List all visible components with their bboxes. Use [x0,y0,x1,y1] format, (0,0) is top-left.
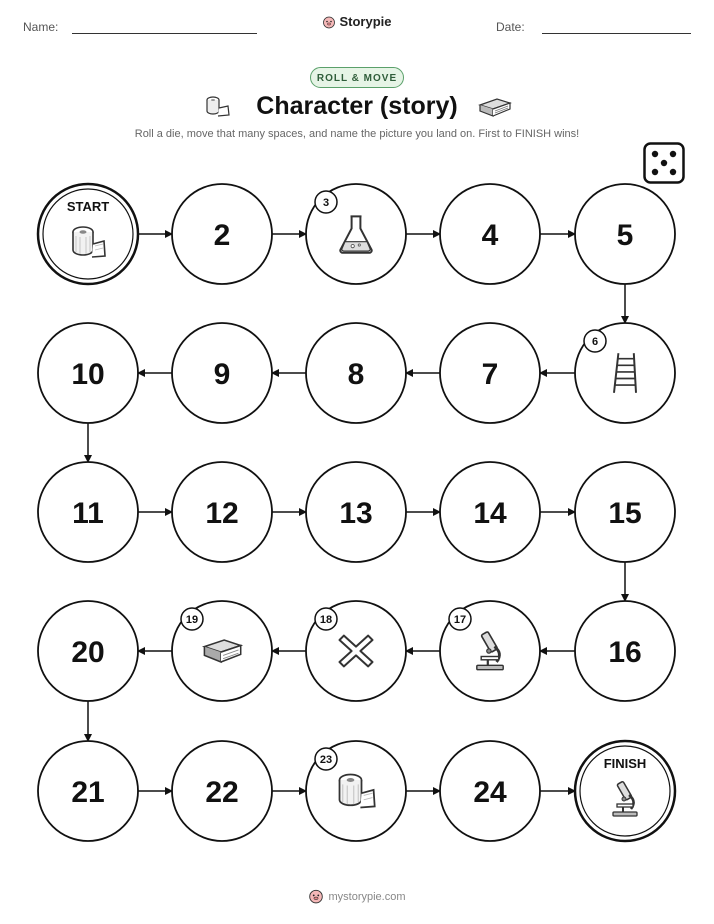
space-number: 16 [608,636,642,669]
board-space-4[interactable] [440,184,540,284]
space-number: 8 [347,358,365,391]
brand-name: Storypie [339,14,392,29]
space-number: 22 [205,776,239,809]
space-number: 2 [213,219,231,252]
board-space-6[interactable] [575,323,675,423]
board-space-7[interactable] [440,323,540,423]
board-space-17[interactable] [440,601,540,701]
instructions: Roll a die, move that many spaces, and name the picture you land on. First to FINISH wins! [134,128,580,140]
board-space-11[interactable] [38,462,138,562]
board-space-finish[interactable] [575,741,675,841]
space-number: 18 [319,614,333,626]
board-space-13[interactable] [306,462,406,562]
board-space-15[interactable] [575,462,675,562]
board-space-21[interactable] [38,741,138,841]
space-number: 3 [322,197,330,209]
space-number: 23 [319,754,333,766]
board-space-23[interactable] [306,741,406,841]
space-label: START [66,199,110,214]
space-number: 11 [72,497,104,530]
space-number: 17 [453,614,467,626]
space-number: 10 [71,358,105,391]
board-space-10[interactable] [38,323,138,423]
footer [0,888,714,904]
space-number: 21 [71,776,105,809]
space-number: 5 [616,219,634,252]
board-space-5[interactable] [575,184,675,284]
space-number: 7 [481,358,499,391]
board-space-19[interactable] [172,601,272,701]
space-number: 20 [71,636,105,669]
board-space-20[interactable] [38,601,138,701]
space-number: 14 [473,497,507,530]
game-tag: ROLL & MOVE [310,67,404,88]
board-space-14[interactable] [440,462,540,562]
footer-url: mystorypie.com [328,891,406,903]
board-space-9[interactable] [172,323,272,423]
space-number: 13 [339,497,373,530]
date-label: Date: [496,20,525,34]
space-number: 15 [608,497,642,530]
board-space-18[interactable] [306,601,406,701]
name-label: Name: [23,20,59,34]
board-space-16[interactable] [575,601,675,701]
space-label: FINISH [603,756,647,771]
board-space-22[interactable] [172,741,272,841]
board-space-3[interactable] [306,184,406,284]
pig-mascot-icon [308,888,324,904]
board-space-start[interactable] [38,184,138,284]
space-number: 12 [205,497,239,530]
board-space-8[interactable] [306,323,406,423]
space-number: 6 [591,336,599,348]
board-space-24[interactable] [440,741,540,841]
page-title: Character (story) [256,92,458,120]
board-space-2[interactable] [172,184,272,284]
space-number: 24 [473,776,507,809]
space-number: 4 [481,219,499,252]
space-number: 19 [185,614,199,626]
space-number: 9 [213,358,231,391]
board-space-12[interactable] [172,462,272,562]
